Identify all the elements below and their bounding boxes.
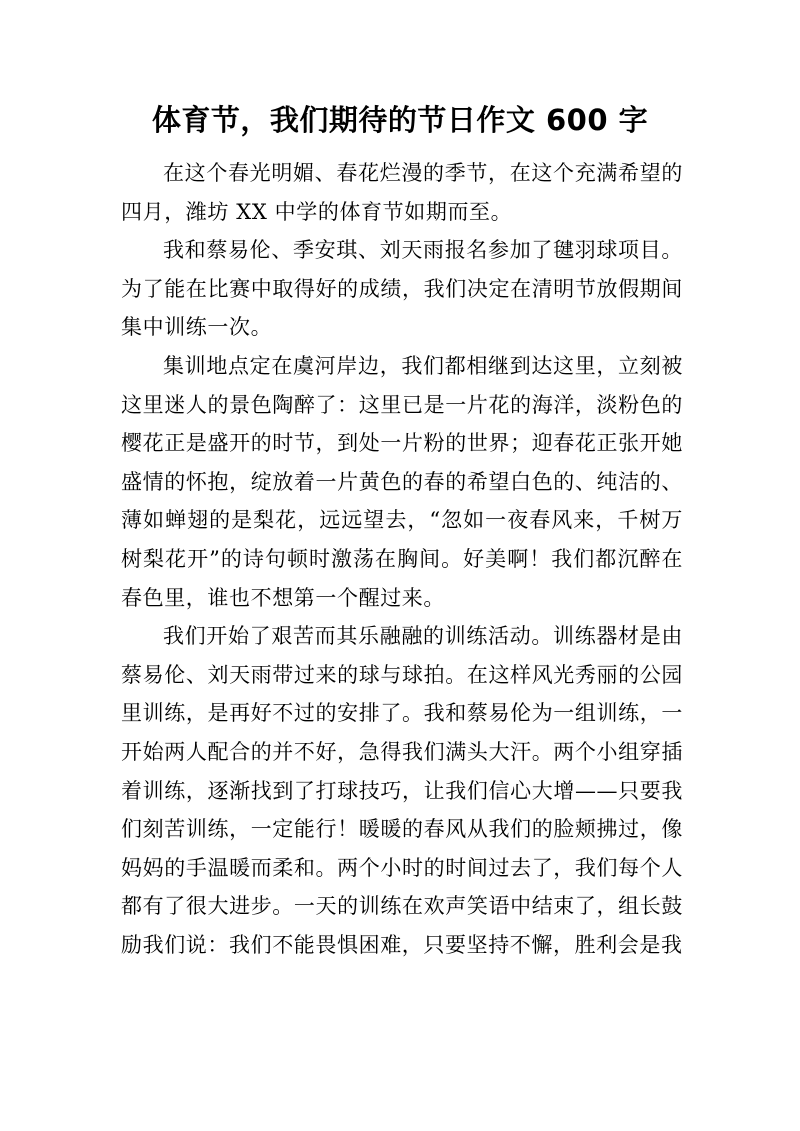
paragraph-4: 我们开始了艰苦而其乐融融的训练活动。训练器材是由蔡易伦、刘天雨带过来的球与球拍。在这样风光秀丽的公园里训练，是再好不过的安排了。我和蔡易伦为一组训练，一开始两人配合的并不好，急得我们满头大汗。两个小组穿插着训练，逐渐找到了打球技巧，让我们信心大增——只要我们刻苦训练，一定能行！暖暖的春风从我们的脸颊拂过，像妈妈的手温暖而柔和。两个小时的时间过去了，我们每个人都有了很大进步。一天的训练在欢声笑语中结束了，组长鼓励我们说：我们不能畏惧困难，只要坚持不懈，胜利会是我 xyxy=(121,624,683,957)
document-body xyxy=(121,154,683,964)
paragraph-2: 我和蔡易伦、季安琪、刘天雨报名参加了毽羽球项目。为了能在比赛中取得好的成绩，我们决定在清明节放假期间集中训练一次。 xyxy=(121,238,683,340)
document-title: 体育节，我们期待的节日作文 600 字 xyxy=(151,103,649,137)
paragraph-1: 在这个春光明媚、春花烂漫的季节，在这个充满希望的四月，潍坊 XX 中学的体育节如期而至。 xyxy=(121,161,683,224)
paragraph-3: 集训地点定在虞河岸边，我们都相继到达这里，立刻被这里迷人的景色陶醉了：这里已是一片花的海洋，淡粉色的樱花正是盛开的时节，到处一片粉的世界；迎春花正张开她盛情的怀抱，绽放着一片黄色的春的希望白色的、纯洁的、薄如蝉翅的是梨花，远远望去，“忽如一夜春风来，千树万树梨花开”的诗句顿时激荡在胸间。好美啊！我们都沉醉在春色里，谁也不想第一个醒过来。 xyxy=(121,353,683,610)
